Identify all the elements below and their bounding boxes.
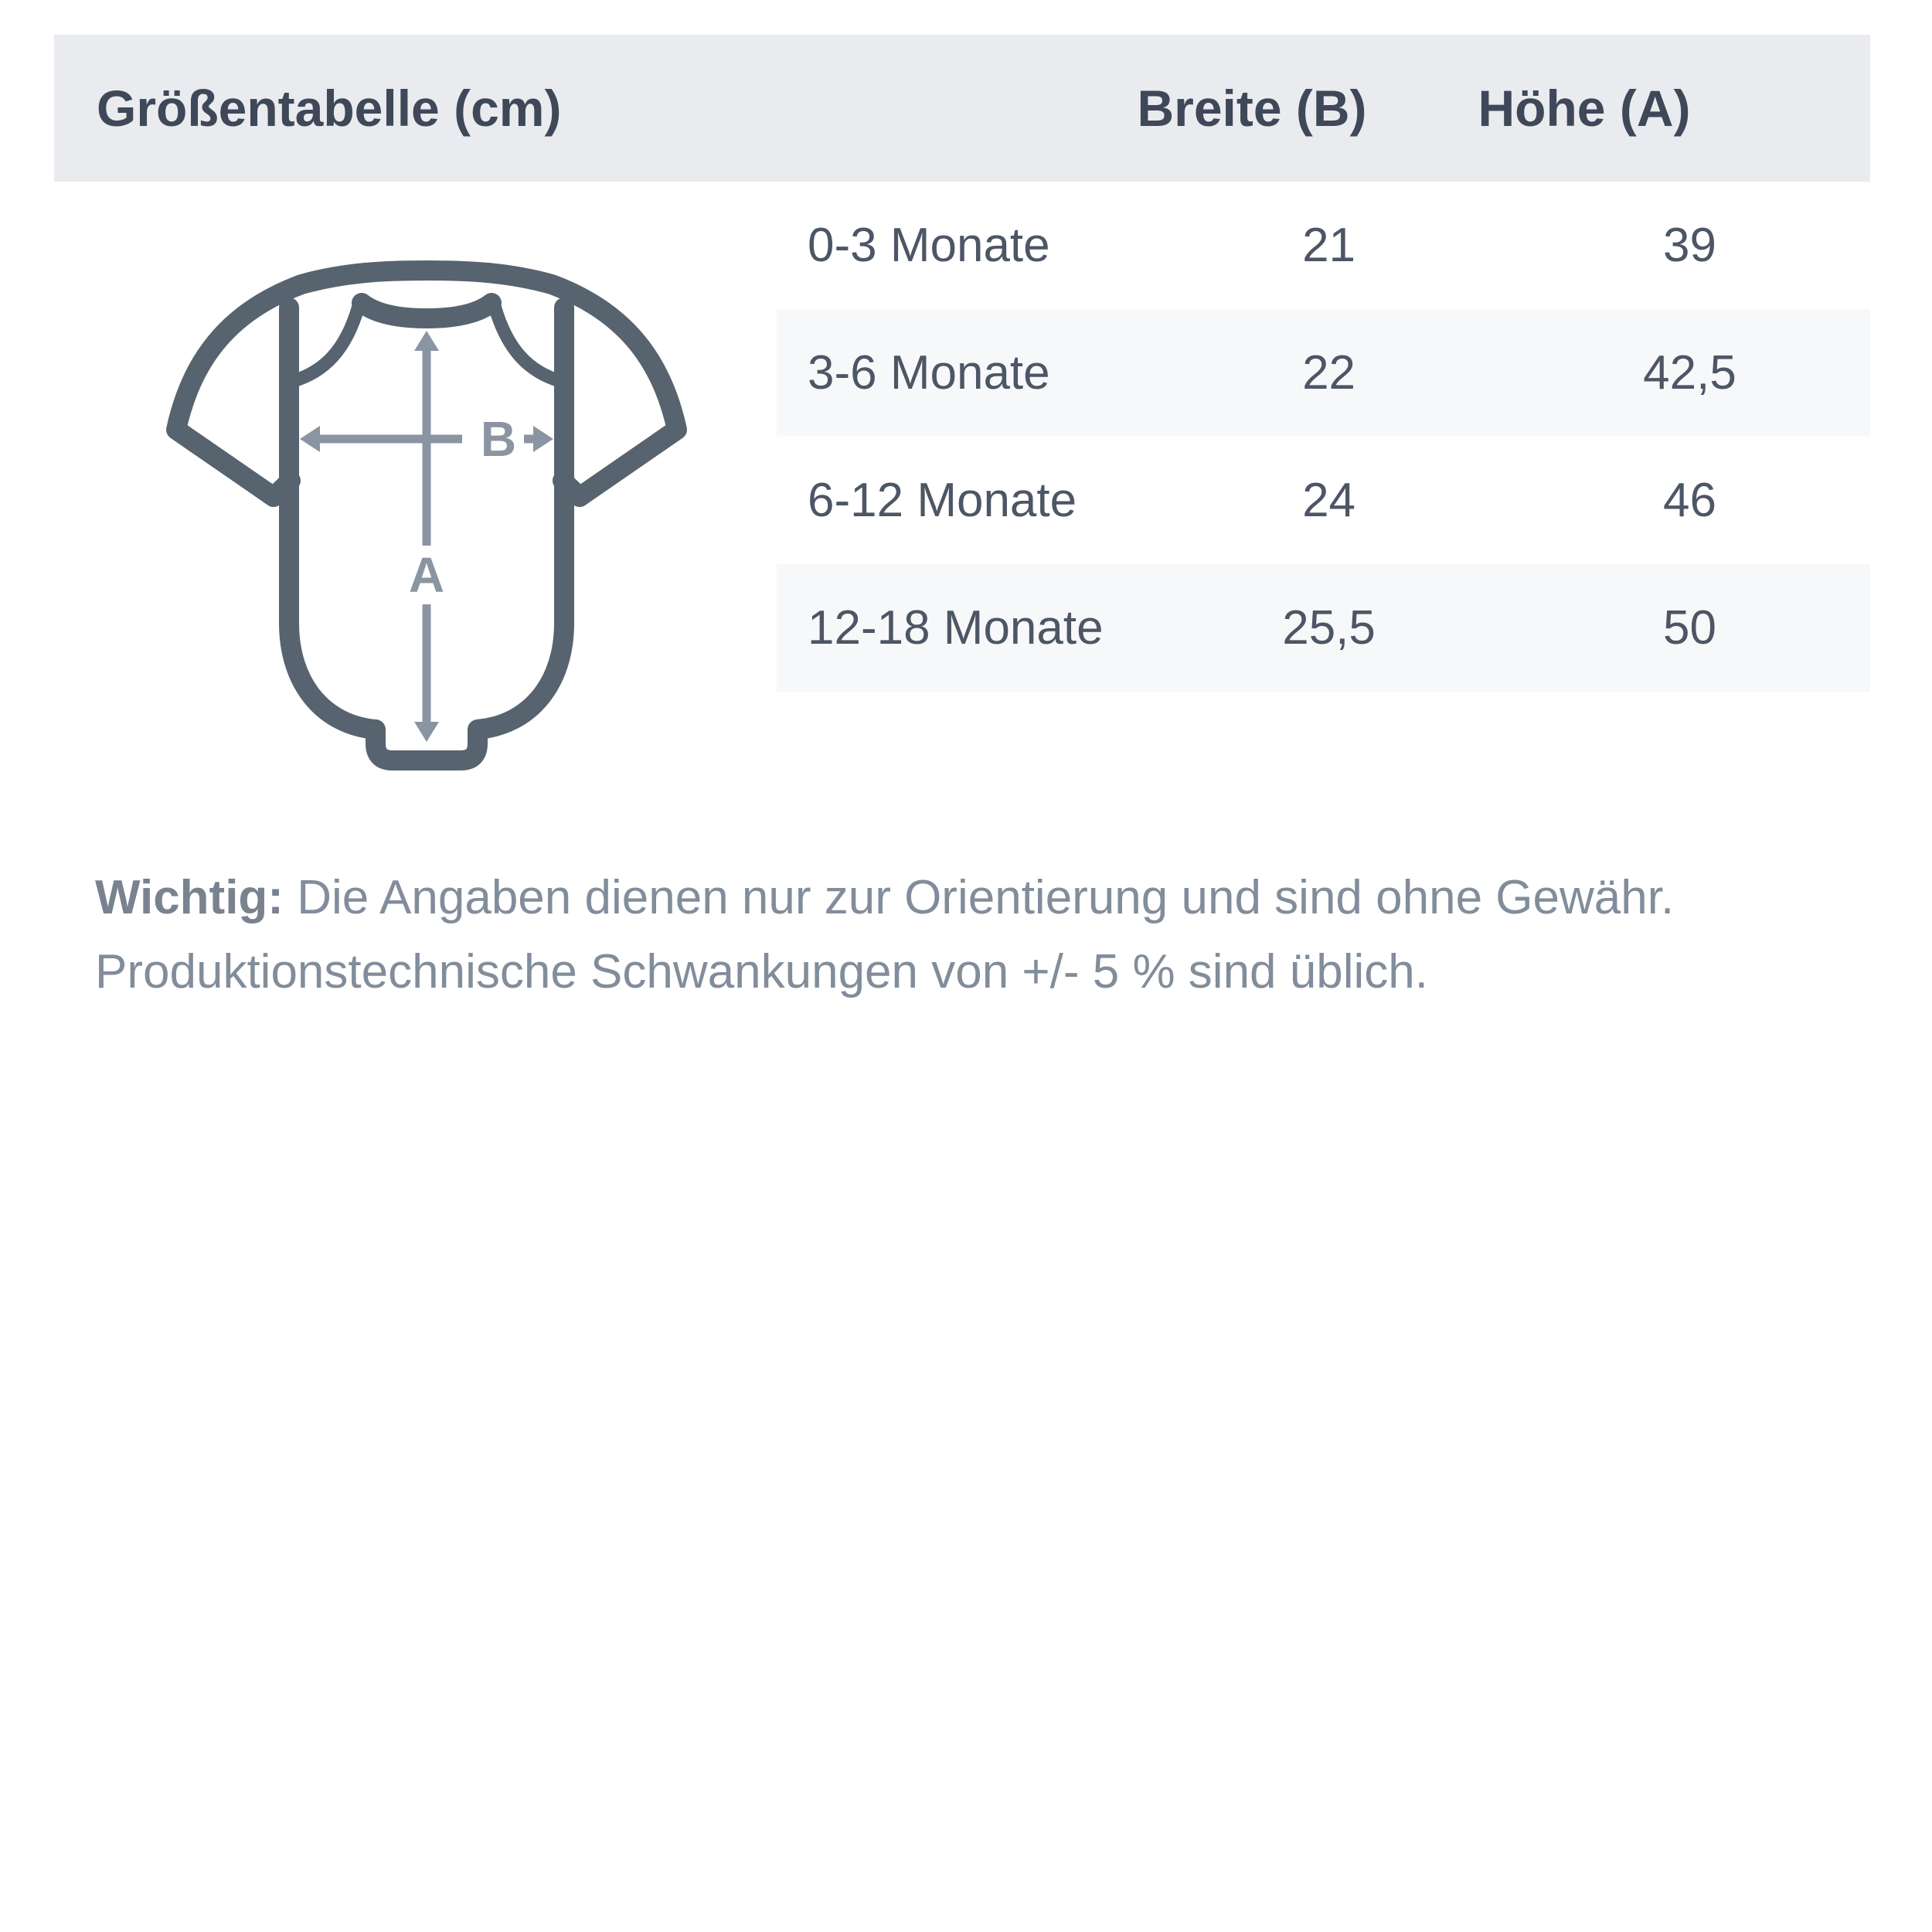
- height-arrow: [409, 331, 444, 742]
- size-table: [777, 182, 1870, 692]
- width-arrowhead-left: [300, 426, 320, 452]
- bodysuit-left-armhole-seam: [291, 306, 359, 382]
- note-text: [95, 861, 1865, 1009]
- height-arrowhead-top: [414, 331, 439, 351]
- bodysuit-collar: [362, 303, 492, 318]
- hoehe-value: 39: [1663, 219, 1716, 272]
- hoehe-value: 46: [1663, 474, 1716, 527]
- note-lead: Wichtig:: [95, 871, 284, 924]
- size-label: 0-3 Monate: [808, 219, 1050, 272]
- bodysuit-diagram: [155, 255, 696, 781]
- bodysuit-right-armhole-seam: [495, 306, 563, 382]
- height-arrow-label: A: [408, 547, 445, 603]
- size-label: 12-18 Monate: [808, 601, 1104, 655]
- table-row: [777, 437, 1870, 564]
- width-arrow-label: B: [480, 411, 517, 467]
- width-arrowhead-right: [533, 426, 553, 452]
- table-row: [777, 182, 1870, 309]
- size-label: 6-12 Monate: [808, 474, 1077, 527]
- breite-value: 22: [1302, 346, 1356, 400]
- note-line1: Die Angaben dienen nur zur Orientierung und sind ohne Gewähr.: [297, 871, 1675, 924]
- size-chart-header: [54, 35, 1870, 182]
- breite-value: 25,5: [1282, 601, 1376, 655]
- column-header-breite: Breite (B): [1137, 80, 1367, 137]
- breite-value: 21: [1302, 219, 1356, 272]
- table-row: [777, 309, 1870, 437]
- column-header-hoehe: Höhe (A): [1478, 80, 1691, 137]
- breite-value: 24: [1302, 474, 1356, 527]
- note-line2: Produktionstechnische Schwankungen von +/- 5 % sind üblich.: [95, 945, 1428, 998]
- size-chart-title: Größentabelle (cm): [97, 80, 562, 137]
- table-row: [777, 564, 1870, 692]
- hoehe-value: 42,5: [1643, 346, 1736, 400]
- height-arrowhead-bottom: [414, 722, 439, 742]
- hoehe-value: 50: [1663, 601, 1716, 655]
- size-label: 3-6 Monate: [808, 346, 1050, 400]
